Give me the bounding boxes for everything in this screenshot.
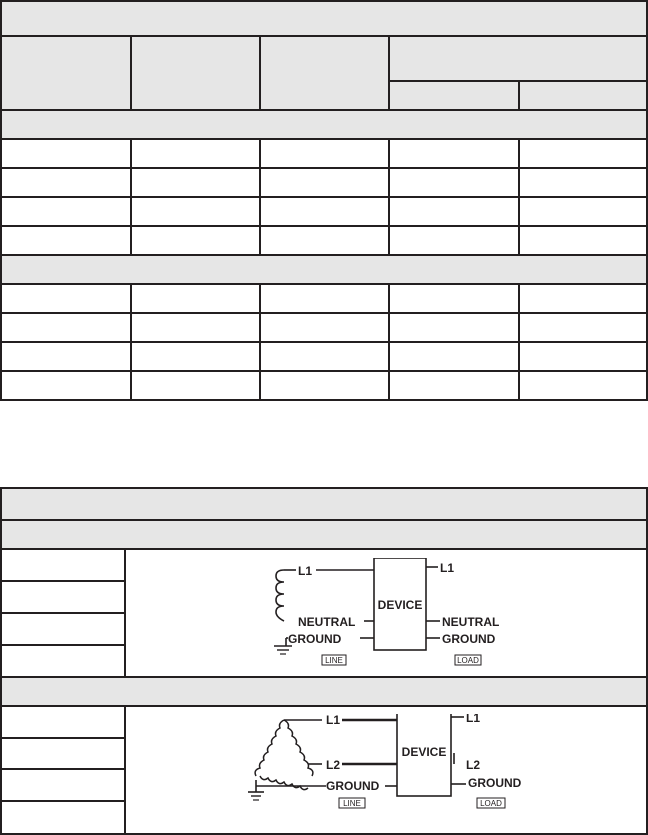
wiring-section-header-1: [2, 521, 646, 550]
table-row-b-3-cell-5: [520, 343, 646, 372]
wiring-row-b-1-cell-1: [2, 707, 124, 739]
table-title-row: [2, 2, 646, 37]
table-row-a-3-cell-5: [520, 198, 646, 227]
table-row-a-1-cell-5: [520, 140, 646, 169]
table-row-b-4-cell-4: [390, 372, 520, 401]
wiring-row-b-3-cell-1: [2, 770, 124, 802]
diagram-cell-2: [124, 707, 126, 833]
table-row-a-3-cell-3: [261, 198, 390, 227]
section-header-2: [2, 256, 646, 285]
table-row-b-4-cell-3: [261, 372, 390, 401]
table-row-b-2-cell-1: [2, 314, 132, 343]
table-row-b-1-cell-2: [132, 285, 261, 314]
table-row-b-4-cell-5: [520, 372, 646, 401]
label-left-ground: GROUND: [288, 632, 342, 646]
table-row-b-2-cell-3: [261, 314, 390, 343]
label-right-ground-2: GROUND: [468, 776, 522, 790]
single-phase-wiring-diagram: [264, 558, 524, 673]
table-row-a-3-cell-1: [2, 198, 132, 227]
wiring-row-a-3-cell-1: [2, 614, 124, 646]
line-tag-2: LINE: [343, 799, 361, 808]
label-left-l1: L1: [298, 564, 313, 578]
device-label: DEVICE: [377, 598, 423, 612]
column-subheader-1: [390, 82, 520, 111]
wiring-row-b-2-cell-1: [2, 739, 124, 771]
column-header-2: [132, 37, 261, 111]
table-row-a-3-cell-4: [390, 198, 520, 227]
label-right-ground: GROUND: [442, 632, 496, 646]
diagram-cell-1: [124, 550, 126, 678]
label-right-l1: L1: [440, 561, 455, 575]
table-row-a-2-cell-3: [261, 169, 390, 198]
table-row-a-2-cell-1: [2, 169, 132, 198]
specifications-table: [0, 0, 648, 401]
label-right-l1-2: L1: [466, 714, 481, 725]
table-row-b-3-cell-1: [2, 343, 132, 372]
column-header-group: [390, 37, 646, 82]
wiring-section-header-2: [2, 678, 646, 707]
table-row-a-4-cell-2: [132, 227, 261, 256]
table-row-a-4-cell-4: [390, 227, 520, 256]
table-row-a-2-cell-5: [520, 169, 646, 198]
table-row-b-4-cell-1: [2, 372, 132, 401]
table-row-b-2-cell-5: [520, 314, 646, 343]
label-left-neutral: NEUTRAL: [298, 615, 356, 629]
table-row-a-1-cell-4: [390, 140, 520, 169]
coil-symbol: [276, 570, 284, 621]
column-subheader-2: [520, 82, 646, 111]
load-tag: LOAD: [457, 656, 479, 665]
table-row-b-1-cell-3: [261, 285, 390, 314]
table-row-b-3-cell-2: [132, 343, 261, 372]
line-tag: LINE: [325, 656, 343, 665]
label-right-neutral: NEUTRAL: [442, 615, 500, 629]
table-row-a-1-cell-2: [132, 140, 261, 169]
section-header-1: [2, 111, 646, 140]
table-row-b-3-cell-3: [261, 343, 390, 372]
label-left-ground-2: GROUND: [326, 779, 380, 793]
table-row-a-4-cell-1: [2, 227, 132, 256]
wiring-row-a-2-cell-1: [2, 582, 124, 614]
wiring-row-a-1-cell-1: [2, 550, 124, 582]
table-row-a-4-cell-5: [520, 227, 646, 256]
wiring-table-title-row: [2, 489, 646, 521]
wiring-row-a-4-cell-1: [2, 646, 124, 678]
label-left-l1-2: L1: [326, 714, 341, 727]
table-row-b-1-cell-5: [520, 285, 646, 314]
table-row-a-2-cell-4: [390, 169, 520, 198]
table-row-a-3-cell-2: [132, 198, 261, 227]
table-row-a-1-cell-3: [261, 140, 390, 169]
table-row-a-4-cell-3: [261, 227, 390, 256]
table-row-b-2-cell-4: [390, 314, 520, 343]
table-row-b-2-cell-2: [132, 314, 261, 343]
delta-coil-symbol: [255, 720, 313, 790]
table-row-b-1-cell-4: [390, 285, 520, 314]
device-label-2: DEVICE: [401, 745, 447, 759]
wiring-row-b-4-cell-1: [2, 802, 124, 834]
label-left-l2-2: L2: [326, 758, 341, 772]
table-row-b-4-cell-2: [132, 372, 261, 401]
column-header-1: [2, 37, 132, 111]
table-row-b-3-cell-4: [390, 343, 520, 372]
table-row-a-2-cell-2: [132, 169, 261, 198]
load-tag-2: LOAD: [480, 799, 502, 808]
column-header-3: [261, 37, 390, 111]
three-phase-wiring-diagram: [240, 714, 540, 826]
table-row-b-1-cell-1: [2, 285, 132, 314]
label-right-l2-2: L2: [466, 758, 481, 772]
table-row-a-1-cell-1: [2, 140, 132, 169]
wiring-table: [0, 487, 648, 835]
